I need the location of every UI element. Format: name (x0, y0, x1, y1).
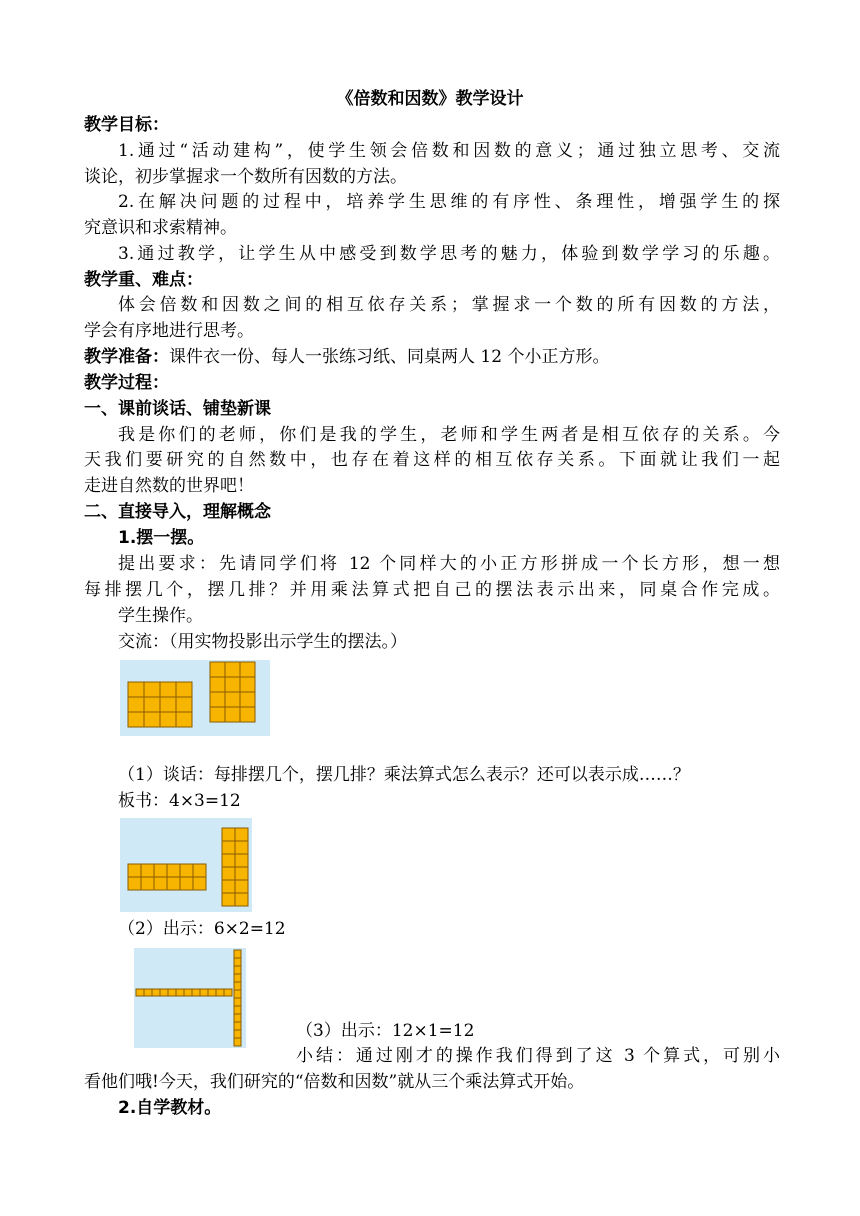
arrangement-4x3-picture (120, 660, 270, 736)
square-tile (235, 854, 248, 867)
square-tile (235, 867, 248, 880)
prep-heading: 教学准备： (84, 347, 169, 367)
document-title: 《倍数和因数》教学设计 (336, 89, 524, 109)
square-tile (136, 989, 144, 996)
square-tile (184, 989, 192, 996)
square-tile (200, 989, 208, 996)
square-tile (234, 974, 241, 982)
square-tile (234, 966, 241, 974)
square-tile (222, 880, 235, 893)
square-tile (128, 864, 141, 877)
square-tile (240, 662, 255, 677)
square-tile (160, 989, 168, 996)
arrangement-12x1-drawing (134, 948, 246, 1048)
square-tile (180, 864, 193, 877)
step-1-exchange: 交流：（用实物投影出示学生的摆法。） (118, 632, 407, 652)
square-tile (193, 877, 206, 890)
section-1-line-3: 走进自然数的世界吧！ (84, 476, 254, 496)
square-tile (240, 707, 255, 722)
square-tile (240, 692, 255, 707)
square-tile (128, 682, 144, 697)
keypoints-heading: 教学重、难点： (84, 270, 203, 290)
square-tile (234, 1038, 241, 1046)
summary-line-1: 小结：通过刚才的操作我们得到了这 3 个算式，可别小 (296, 1046, 780, 1066)
square-tile (154, 864, 167, 877)
square-tile (235, 828, 248, 841)
square-tile (141, 864, 154, 877)
arrangement-6x2-picture (120, 818, 252, 912)
square-tile (224, 989, 232, 996)
square-tile (225, 677, 240, 692)
square-tile (210, 707, 225, 722)
show-3: （3）出示：12×1=12 (296, 1021, 475, 1041)
square-tile (176, 712, 192, 727)
square-tile (235, 880, 248, 893)
tile-grid-group (128, 662, 255, 727)
square-tile (210, 692, 225, 707)
section-1-heading: 一、课前谈话、铺垫新课 (84, 399, 271, 419)
keypoints-line-1: 体会倍数和因数之间的相互依存关系；掌握求一个数的所有因数的方法， (118, 295, 780, 315)
square-tile (176, 697, 192, 712)
square-tile (144, 682, 160, 697)
square-tile (192, 989, 200, 996)
square-tile (225, 692, 240, 707)
square-tile (234, 982, 241, 990)
square-tile (208, 989, 216, 996)
square-tile (128, 877, 141, 890)
square-tile (141, 877, 154, 890)
goal-3: 3.通过教学，让学生从中感受到数学思考的魅力，体验到数学学习的乐趣。 (118, 244, 780, 264)
goal-1-line-1: 1.通过“活动建构”，使学生领会倍数和因数的意义；通过独立思考、交流 (118, 141, 780, 161)
square-tile (144, 712, 160, 727)
square-tile (235, 893, 248, 906)
square-tile (216, 989, 224, 996)
tile-grid-group (136, 950, 241, 1046)
square-tile (160, 682, 176, 697)
square-tile (152, 989, 160, 996)
process-heading: 教学过程： (84, 373, 169, 393)
square-tile (240, 677, 255, 692)
square-tile (160, 697, 176, 712)
goals-heading: 教学目标： (84, 115, 169, 135)
square-tile (222, 854, 235, 867)
arrangement-4x3-drawing (120, 660, 270, 736)
square-tile (144, 697, 160, 712)
square-tile (234, 1014, 241, 1022)
section-2-heading: 二、直接导入，理解概念 (84, 502, 271, 522)
show-2: （2）出示：6×2=12 (118, 919, 286, 939)
square-tile (234, 990, 241, 998)
step-1-line-1: 提出要求：先请同学们将 12 个同样大的小正方形拼成一个长方形，想一想 (118, 554, 780, 574)
square-tile (222, 828, 235, 841)
square-tile (234, 1006, 241, 1014)
arrangement-6x2-drawing (120, 818, 252, 912)
square-tile (160, 712, 176, 727)
square-tile (222, 867, 235, 880)
square-tile (154, 877, 167, 890)
square-tile (167, 877, 180, 890)
square-tile (210, 677, 225, 692)
square-tile (128, 712, 144, 727)
square-tile (225, 662, 240, 677)
step-2-heading: 2.自学教材。 (118, 1098, 222, 1118)
square-tile (210, 662, 225, 677)
square-tile (235, 841, 248, 854)
square-tile (180, 877, 193, 890)
step-1-heading: 1.摆一摆。 (118, 528, 205, 548)
goal-1-line-2: 谈论，初步掌握求一个数所有因数的方法。 (84, 167, 407, 187)
square-tile (128, 697, 144, 712)
square-tile (176, 682, 192, 697)
keypoints-line-2: 学会有序地进行思考。 (84, 321, 254, 341)
square-tile (193, 864, 206, 877)
tile-grid-group (128, 828, 248, 906)
summary-line-2: 看他们哦!今天，我们研究的“倍数和因数”就从三个乘法算式开始。 (84, 1072, 585, 1092)
square-tile (234, 958, 241, 966)
step-1-operation: 学生操作。 (118, 606, 203, 626)
square-tile (234, 998, 241, 1006)
square-tile (144, 989, 152, 996)
arrangement-12x1-picture (134, 948, 246, 1048)
square-tile (234, 1030, 241, 1038)
square-tile (168, 989, 176, 996)
step-1-line-2: 每排摆几个，摆几排？并用乘法算式把自己的摆法表示出来，同桌合作完成。 (84, 580, 780, 600)
square-tile (234, 950, 241, 958)
square-tile (167, 864, 180, 877)
square-tile (176, 989, 184, 996)
goal-2-line-2: 究意识和求索精神。 (84, 218, 237, 238)
square-tile (222, 841, 235, 854)
talk-1: （1）谈话：每排摆几个，摆几排？乘法算式怎么表示？还可以表示成……？ (118, 765, 690, 785)
square-tile (222, 893, 235, 906)
section-1-line-1: 我是你们的老师，你们是我的学生，老师和学生两者是相互依存的关系。今 (118, 425, 780, 445)
goal-2-line-1: 2.在解决问题的过程中，培养学生思维的有序性、条理性，增强学生的探 (118, 192, 780, 212)
prep-paragraph (84, 344, 780, 370)
square-tile (234, 1022, 241, 1030)
square-tile (225, 707, 240, 722)
prep-text: 课件衣一份、每人一张练习纸、同桌两人 12 个小正方形。 (169, 347, 610, 367)
section-1-line-2: 天我们要研究的自然数中，也存在着这样的相互依存关系。下面就让我们一起 (84, 450, 780, 470)
board-1: 板书：4×3=12 (118, 791, 241, 811)
